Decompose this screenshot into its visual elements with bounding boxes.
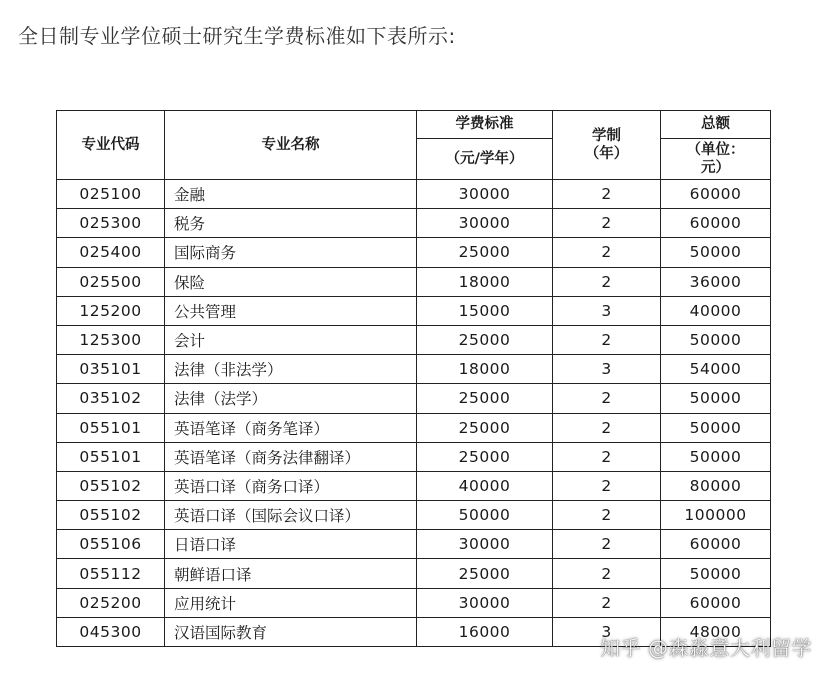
header-code: 专业代码 [57, 111, 165, 180]
cell-name: 英语口译（国际会议口译） [165, 501, 417, 530]
cell-total: 50000 [661, 413, 771, 442]
cell-fee: 18000 [417, 355, 553, 384]
table-row [57, 296, 771, 325]
cell-fee: 18000 [417, 267, 553, 296]
cell-code: 055102 [57, 501, 165, 530]
cell-fee: 30000 [417, 588, 553, 617]
header-years [553, 111, 661, 180]
cell-fee: 30000 [417, 180, 553, 209]
cell-total: 80000 [661, 471, 771, 500]
cell-years: 2 [553, 588, 661, 617]
cell-name: 英语口译（商务口译） [165, 471, 417, 500]
cell-years: 2 [553, 471, 661, 500]
cell-total: 36000 [661, 267, 771, 296]
cell-total: 100000 [661, 501, 771, 530]
intro-text: 全日制专业学位硕士研究生学费标准如下表所示: [18, 24, 456, 48]
cell-code: 055106 [57, 530, 165, 559]
table-row [57, 501, 771, 530]
table-row [57, 530, 771, 559]
cell-name: 法律（法学） [165, 384, 417, 413]
cell-code: 025500 [57, 267, 165, 296]
cell-fee: 25000 [417, 442, 553, 471]
cell-fee: 25000 [417, 384, 553, 413]
cell-total: 50000 [661, 325, 771, 354]
cell-years: 2 [553, 180, 661, 209]
cell-code: 055112 [57, 559, 165, 588]
cell-years: 2 [553, 238, 661, 267]
cell-years: 2 [553, 413, 661, 442]
header-total-bottom-line1: （单位： [686, 141, 745, 158]
header-years-line2: （年） [584, 146, 629, 162]
cell-fee: 16000 [417, 617, 553, 646]
cell-code: 025300 [57, 209, 165, 238]
table-row [57, 559, 771, 588]
cell-total: 60000 [661, 209, 771, 238]
table-row [57, 180, 771, 209]
cell-fee: 30000 [417, 209, 553, 238]
cell-name: 朝鲜语口译 [165, 559, 417, 588]
header-fee-top: 学费标准 [417, 111, 553, 139]
cell-name: 税务 [165, 209, 417, 238]
cell-code: 045300 [57, 617, 165, 646]
cell-name: 法律（非法学） [165, 355, 417, 384]
cell-fee: 25000 [417, 238, 553, 267]
cell-code: 035102 [57, 384, 165, 413]
cell-years: 2 [553, 442, 661, 471]
header-years-line1: 学制 [592, 127, 621, 144]
header-fee-bottom: （元/学年） [417, 139, 553, 180]
cell-name: 日语口译 [165, 530, 417, 559]
table-row [57, 471, 771, 500]
cell-years: 3 [553, 617, 661, 646]
cell-code: 125200 [57, 296, 165, 325]
cell-total: 48000 [661, 617, 771, 646]
cell-fee: 25000 [417, 559, 553, 588]
cell-code: 055101 [57, 442, 165, 471]
cell-total: 60000 [661, 530, 771, 559]
table-row [57, 588, 771, 617]
table-body [57, 180, 771, 647]
cell-name: 会计 [165, 325, 417, 354]
cell-code: 125300 [57, 325, 165, 354]
cell-name: 国际商务 [165, 238, 417, 267]
cell-code: 025200 [57, 588, 165, 617]
cell-fee: 50000 [417, 501, 553, 530]
table-row [57, 413, 771, 442]
cell-fee: 40000 [417, 471, 553, 500]
cell-total: 50000 [661, 238, 771, 267]
table-row [57, 442, 771, 471]
cell-total: 60000 [661, 180, 771, 209]
header-total-top: 总额 [661, 111, 771, 139]
watermark-text: 知乎 @森淼意大利留学 [600, 636, 812, 660]
cell-years: 2 [553, 325, 661, 354]
cell-years: 2 [553, 559, 661, 588]
cell-code: 025100 [57, 180, 165, 209]
cell-total: 40000 [661, 296, 771, 325]
cell-fee: 30000 [417, 530, 553, 559]
cell-name: 汉语国际教育 [165, 617, 417, 646]
header-total-bottom [661, 139, 771, 180]
cell-years: 2 [553, 209, 661, 238]
cell-years: 2 [553, 501, 661, 530]
table-row [57, 267, 771, 296]
cell-name: 公共管理 [165, 296, 417, 325]
cell-name: 英语笔译（商务法律翻译） [165, 442, 417, 471]
cell-code: 025400 [57, 238, 165, 267]
cell-total: 60000 [661, 588, 771, 617]
cell-fee: 15000 [417, 296, 553, 325]
table-row [57, 325, 771, 354]
cell-code: 055101 [57, 413, 165, 442]
cell-name: 金融 [165, 180, 417, 209]
cell-fee: 25000 [417, 325, 553, 354]
cell-years: 3 [553, 355, 661, 384]
cell-name: 英语笔译（商务笔译） [165, 413, 417, 442]
cell-years: 2 [553, 384, 661, 413]
cell-fee: 25000 [417, 413, 553, 442]
cell-name: 保险 [165, 267, 417, 296]
cell-years: 3 [553, 296, 661, 325]
cell-code: 035101 [57, 355, 165, 384]
cell-total: 50000 [661, 559, 771, 588]
cell-years: 2 [553, 267, 661, 296]
table-row [57, 355, 771, 384]
tuition-table [56, 110, 771, 647]
table-row [57, 384, 771, 413]
cell-total: 54000 [661, 355, 771, 384]
cell-total: 50000 [661, 384, 771, 413]
cell-years: 2 [553, 530, 661, 559]
header-total-bottom-line2: 元） [701, 160, 730, 176]
table-row [57, 209, 771, 238]
header-name: 专业名称 [165, 111, 417, 180]
table-row [57, 238, 771, 267]
cell-name: 应用统计 [165, 588, 417, 617]
cell-code: 055102 [57, 471, 165, 500]
cell-total: 50000 [661, 442, 771, 471]
